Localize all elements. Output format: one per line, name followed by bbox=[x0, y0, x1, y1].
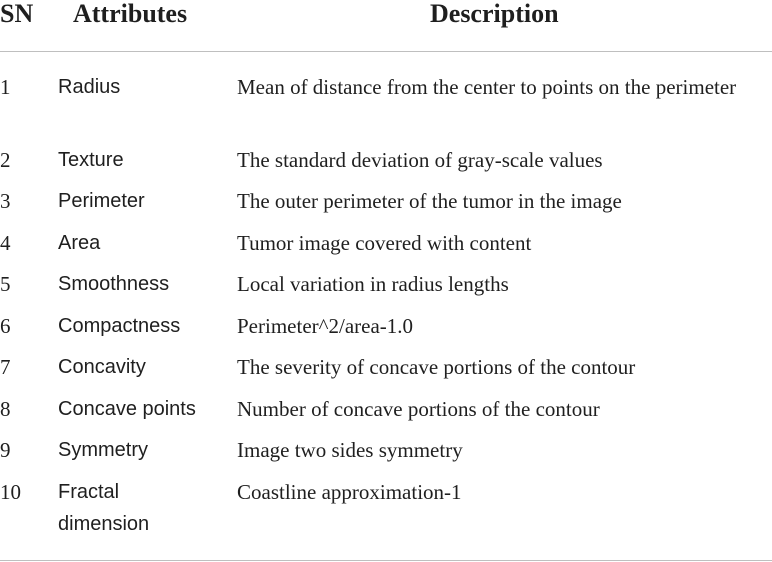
row-description: Local variation in radius lengths bbox=[237, 272, 509, 296]
row-description: Number of concave portions of the contour bbox=[237, 397, 600, 421]
row-sn: 3 bbox=[0, 189, 11, 213]
row-description: The outer perimeter of the tumor in the image bbox=[237, 189, 622, 213]
row-description: Image two sides symmetry bbox=[237, 438, 463, 462]
row-attribute: Symmetry bbox=[58, 439, 148, 461]
row-description: The standard deviation of gray-scale values bbox=[237, 148, 603, 172]
row-sn: 1 bbox=[0, 75, 11, 99]
header-description: Description bbox=[430, 0, 559, 28]
row-sn: 8 bbox=[0, 397, 11, 421]
row-attribute: Fractal dimension bbox=[58, 481, 150, 535]
header-attributes: Attributes bbox=[73, 0, 188, 28]
row-attribute: Radius bbox=[58, 76, 121, 98]
row-description: Coastline approximation-1 bbox=[237, 480, 462, 504]
row-attribute: Smoothness bbox=[58, 273, 170, 295]
header-sn: SN bbox=[0, 0, 34, 28]
row-attribute: Compactness bbox=[58, 315, 181, 337]
row-attribute: Concave points bbox=[58, 398, 196, 420]
row-attribute: Perimeter bbox=[58, 190, 145, 212]
row-description: Perimeter^2/area-1.0 bbox=[237, 314, 414, 338]
row-description: Mean of distance from the center to points on the perimeter bbox=[237, 75, 737, 99]
row-description: The severity of concave portions of the contour bbox=[237, 355, 636, 379]
row-sn: 5 bbox=[0, 272, 11, 296]
row-attribute: Concavity bbox=[58, 356, 146, 378]
row-attribute: Area bbox=[58, 232, 101, 254]
row-sn: 10 bbox=[0, 480, 21, 504]
row-sn: 7 bbox=[0, 355, 11, 379]
row-sn: 9 bbox=[0, 438, 11, 462]
row-sn: 2 bbox=[0, 148, 11, 172]
row-attribute: Texture bbox=[58, 149, 124, 171]
row-sn: 4 bbox=[0, 231, 11, 255]
row-description: Tumor image covered with content bbox=[237, 231, 532, 255]
table-bottom-rule bbox=[0, 560, 772, 561]
row-sn: 6 bbox=[0, 314, 11, 338]
